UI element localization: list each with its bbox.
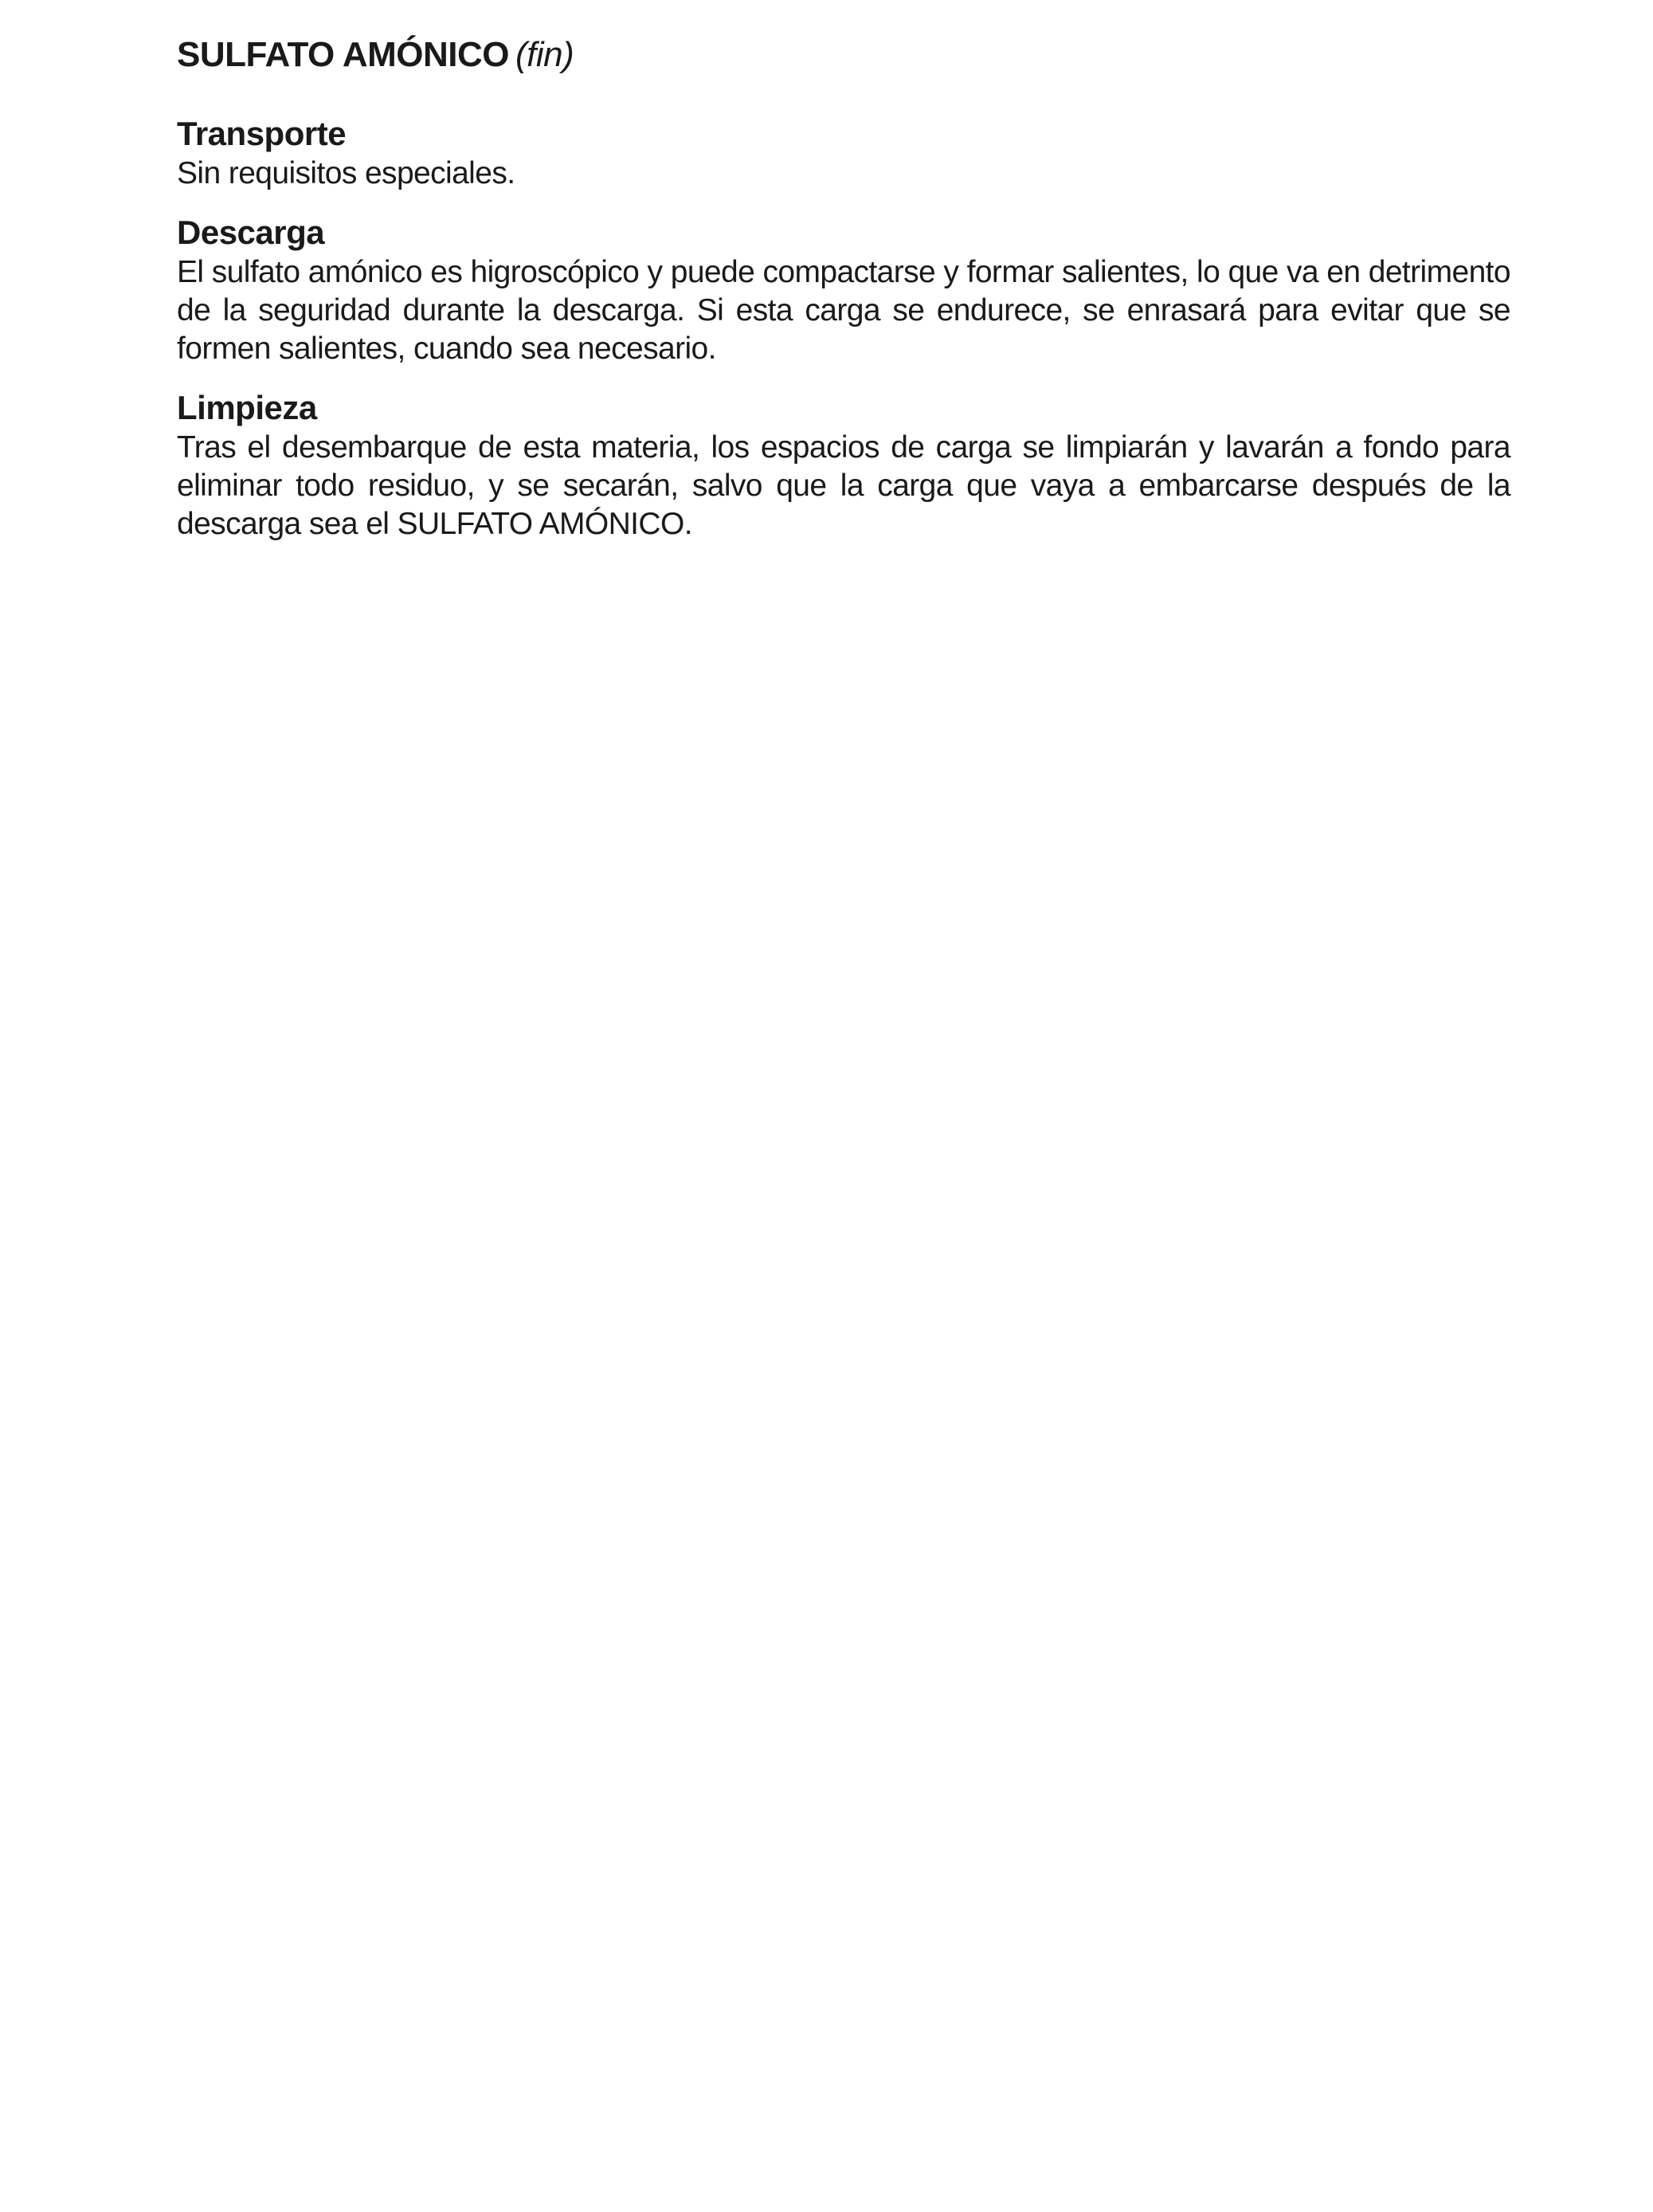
section-limpieza	[177, 387, 1510, 543]
page-title	[177, 32, 1510, 78]
section-body: Tras el desembarque de esta materia, los espacios de carga se limpiarán y lavarán a fondo para eliminar todo residuo, y se secarán, salvo que la carga que vaya a embarcarse después de la descarga sea el SULFATO AMÓNICO.	[177, 430, 1510, 541]
section-heading: Limpieza	[177, 389, 317, 426]
section-heading: Descarga	[177, 214, 325, 251]
section-body: Sin requisitos especiales.	[177, 156, 515, 190]
page-title-main: SULFATO AMÓNICO	[177, 35, 510, 74]
document-page	[177, 32, 1510, 563]
section-transporte	[177, 113, 1510, 193]
section-descarga	[177, 212, 1510, 368]
section-body: El sulfato amónico es higroscópico y puede compactarse y formar salientes, lo que va en detrimento de la seguridad durante la descarga. Si esta carga se endurece, se enrasará para evitar que se formen salientes, cuando sea necesario.	[177, 255, 1510, 366]
section-heading: Transporte	[177, 115, 347, 152]
page-title-suffix: (fin)	[515, 35, 574, 74]
